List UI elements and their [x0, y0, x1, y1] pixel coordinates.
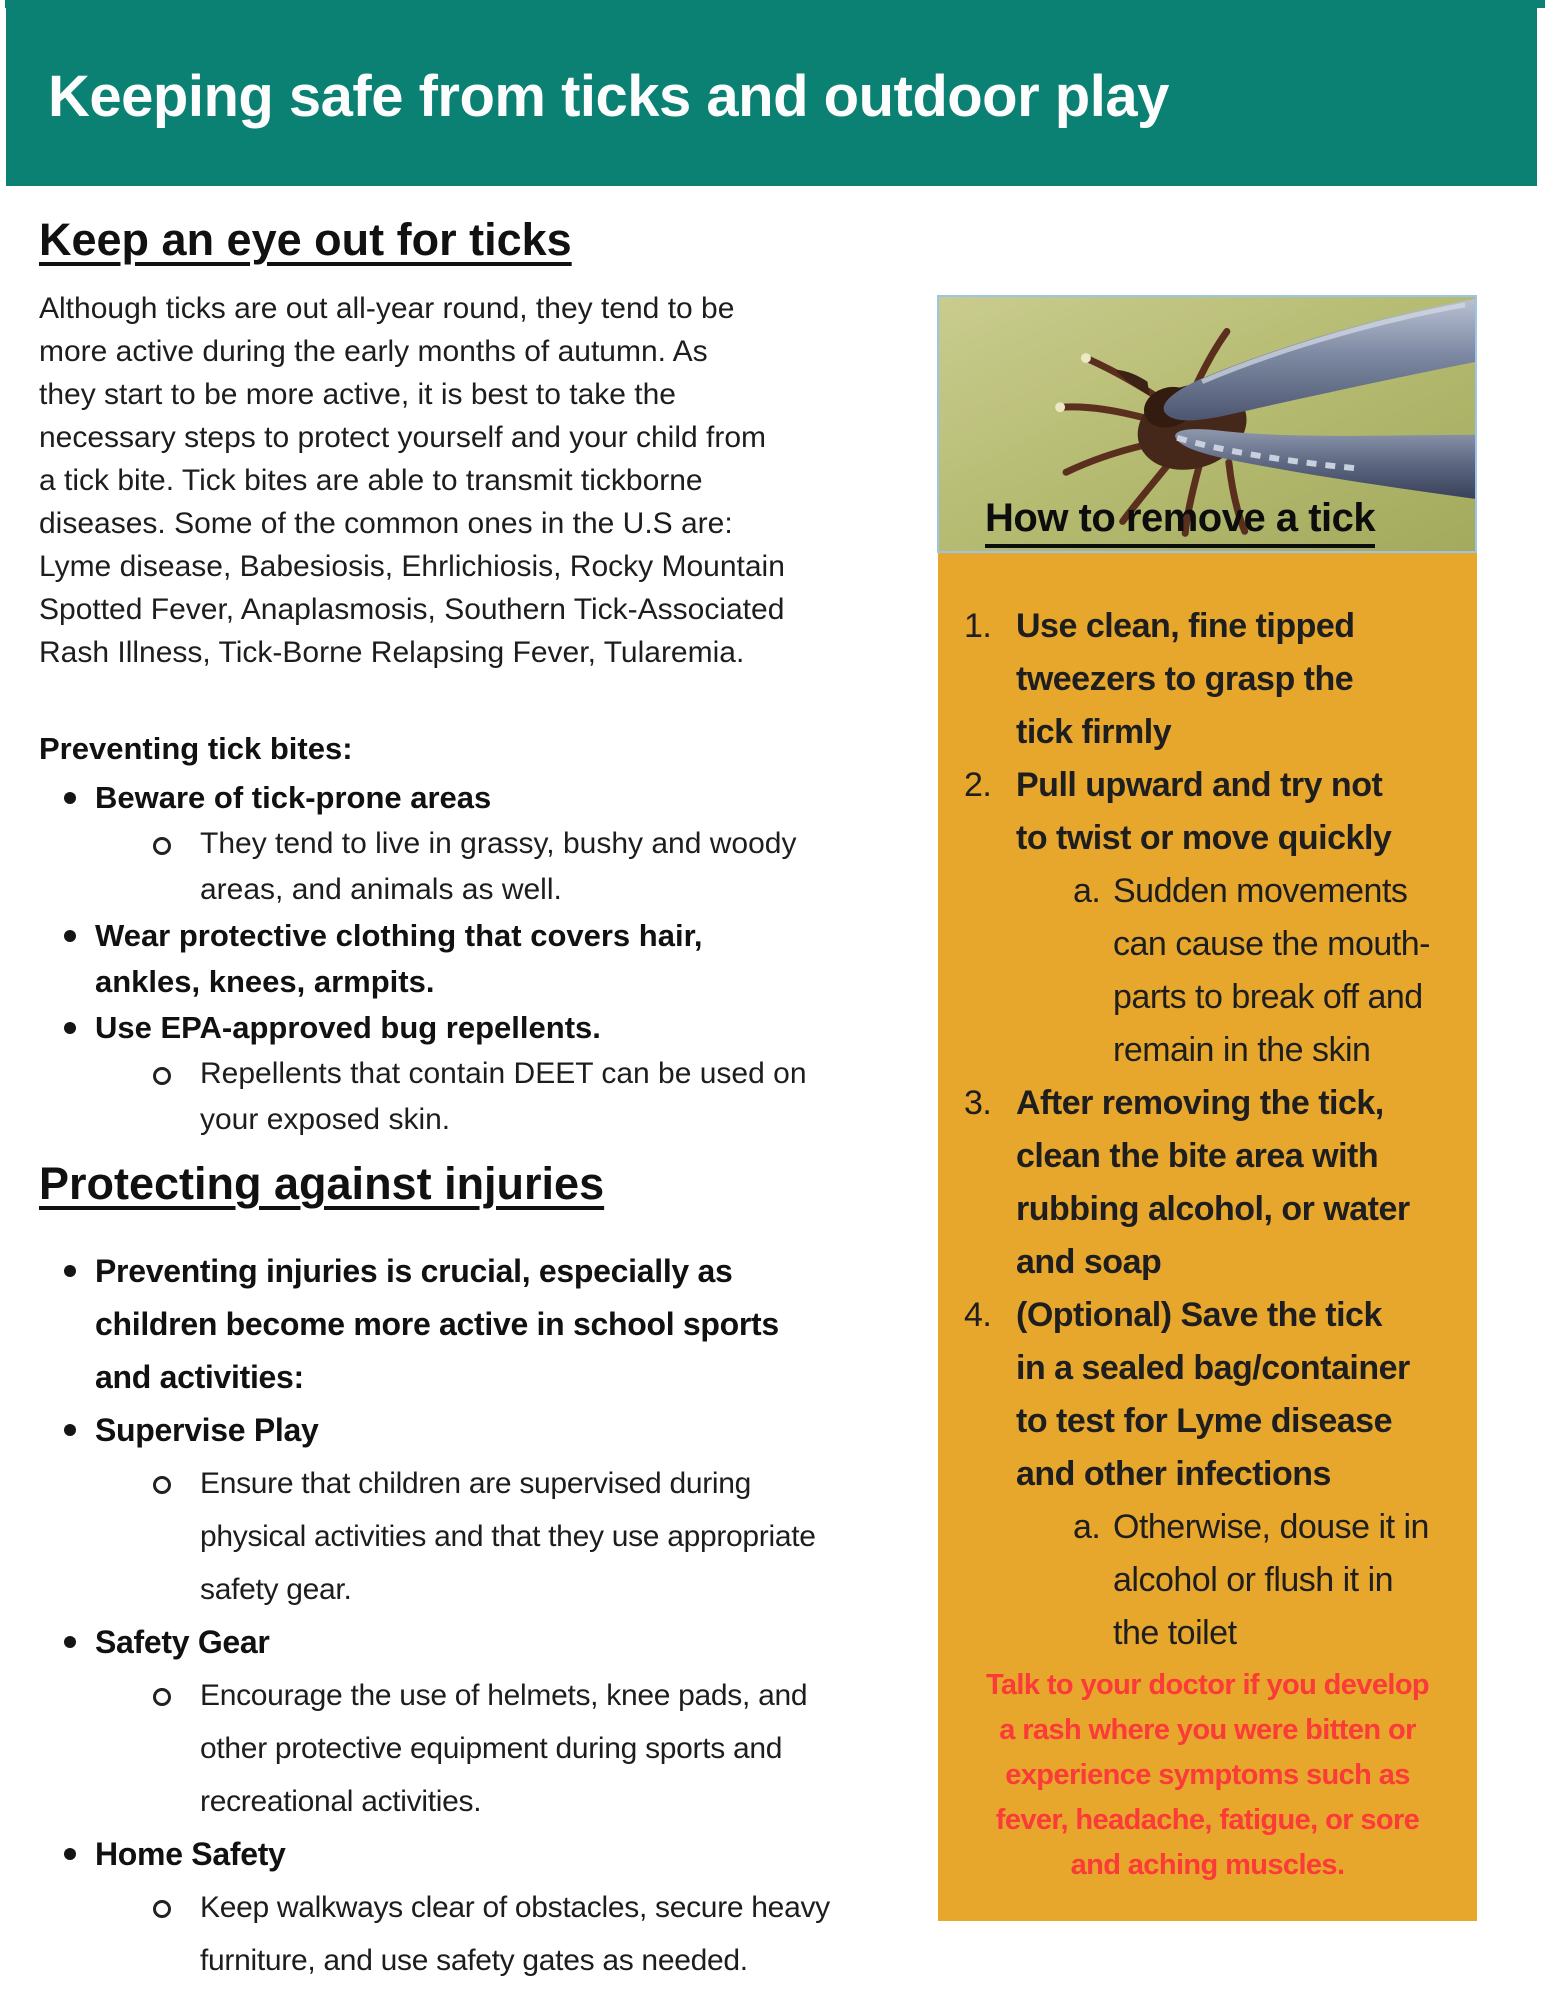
step-row	[938, 1236, 1477, 1289]
list-row	[39, 959, 924, 1005]
step-marker: 3.	[964, 1084, 992, 1122]
step-row	[938, 918, 1477, 971]
step-text: clean the bite area with	[1016, 1137, 1379, 1175]
list-row	[39, 913, 924, 959]
tick-leg-tip	[1055, 402, 1065, 412]
warning-line: fever, headache, fatigue, or sore	[995, 1804, 1420, 1836]
list-item-text: Use EPA-approved bug repellents.	[95, 1010, 601, 1045]
list-item-text: Home Safety	[95, 1836, 286, 1872]
step-marker: 1.	[964, 607, 992, 645]
step-text: parts to break off and	[1113, 978, 1423, 1016]
step-row	[938, 865, 1477, 918]
list-row	[39, 1510, 924, 1563]
step-row	[938, 759, 1477, 812]
step-text: After removing the tick,	[1016, 1084, 1384, 1122]
step-row	[938, 1554, 1477, 1607]
list-item-text: Ensure that children are supervised during	[200, 1467, 752, 1500]
section-heading-injuries: Protecting against injuries	[39, 1158, 605, 1209]
bullet-circle-icon	[153, 837, 171, 855]
step-text: and other infections	[1016, 1455, 1331, 1493]
list-item-text: They tend to live in grassy, bushy and woody	[200, 827, 797, 860]
bullet-dot-icon	[64, 1022, 76, 1034]
list-item-text: recreational activities.	[200, 1785, 482, 1818]
list-row	[39, 1245, 924, 1298]
list-row	[39, 1616, 924, 1669]
paragraph-line: they start to be more active, it is best to take the	[39, 378, 676, 411]
step-text: Sudden movements	[1113, 872, 1408, 910]
step-row	[938, 971, 1477, 1024]
bullet-circle-icon	[153, 1688, 171, 1706]
paragraph-line: Spotted Fever, Anaplasmosis, Southern Tick-Associated	[39, 593, 785, 626]
list-item-text: Beware of tick-prone areas	[95, 780, 492, 815]
doctor-warning	[938, 1663, 1477, 1888]
paragraph-line: diseases. Some of the common ones in the U.S are:	[39, 507, 733, 540]
step-text: Pull upward and try not	[1016, 766, 1383, 804]
list-item-text: and activities:	[95, 1359, 304, 1395]
warning-line: and aching muscles.	[1070, 1849, 1345, 1881]
step-row	[938, 1501, 1477, 1554]
bullet-dot-icon	[64, 1265, 76, 1277]
step-text: tick firmly	[1016, 713, 1172, 751]
page-title: Keeping safe from ticks and outdoor play	[48, 64, 1169, 129]
list-row	[39, 1457, 924, 1510]
tick-removal-box	[938, 553, 1477, 1921]
list-row	[39, 1934, 924, 1987]
list-row	[39, 1404, 924, 1457]
step-text: (Optional) Save the tick	[1016, 1296, 1382, 1334]
step-text: rubbing alcohol, or water	[1016, 1190, 1410, 1228]
list-row	[39, 1563, 924, 1616]
paragraph-line: necessary steps to protect yourself and your child from	[39, 421, 767, 454]
step-text: the toilet	[1113, 1614, 1237, 1652]
warning-line: Talk to your doctor if you develop	[985, 1669, 1430, 1701]
step-text: and soap	[1016, 1243, 1162, 1281]
bullet-dot-icon	[64, 1424, 76, 1436]
step-row	[938, 1024, 1477, 1077]
step-row	[938, 706, 1477, 759]
step-text: tweezers to grasp the	[1016, 660, 1354, 698]
list-item-text: Supervise Play	[95, 1412, 319, 1448]
bullet-dot-icon	[64, 930, 76, 942]
tick-leg-tip	[1081, 353, 1091, 363]
list-item-text: areas, and animals as well.	[200, 873, 562, 906]
step-row	[938, 1342, 1477, 1395]
list-item-text: Repellents that contain DEET can be used on	[200, 1057, 807, 1090]
list-item-text: safety gear.	[200, 1573, 352, 1606]
list-item-text: physical activities and that they use appropriate	[200, 1520, 816, 1553]
step-row	[938, 1077, 1477, 1130]
tick-prevention-list	[39, 775, 924, 1143]
warning-line: a rash where you were bitten or	[999, 1714, 1416, 1746]
list-item-text: Safety Gear	[95, 1624, 270, 1660]
step-row	[938, 812, 1477, 865]
list-row	[39, 1298, 924, 1351]
list-row	[39, 1722, 924, 1775]
paragraph-line: Rash Illness, Tick-Borne Relapsing Fever, Tularemia.	[39, 636, 745, 669]
step-text: Use clean, fine tipped	[1016, 607, 1355, 645]
list-item-text: children become more active in school sports	[95, 1306, 779, 1342]
step-row	[938, 1395, 1477, 1448]
bullet-circle-icon	[153, 1476, 171, 1494]
step-row	[938, 1607, 1477, 1660]
step-marker: 4.	[964, 1296, 992, 1334]
list-row	[39, 1775, 924, 1828]
step-row	[938, 1183, 1477, 1236]
list-item-text: Preventing injuries is crucial, especially as	[95, 1253, 733, 1289]
bullet-dot-icon	[64, 792, 76, 804]
bullet-dot-icon	[64, 1636, 76, 1648]
section-heading-ticks: Keep an eye out for ticks	[39, 214, 572, 265]
bullet-circle-icon	[153, 1067, 171, 1085]
list-row	[39, 1881, 924, 1934]
warning-line: experience symptoms such as	[1005, 1759, 1410, 1791]
list-row	[39, 1828, 924, 1881]
tick-tweezers-photo	[937, 295, 1477, 553]
list-row	[39, 821, 924, 867]
header-banner	[6, 8, 1537, 186]
injury-prevention-list	[39, 1245, 924, 1987]
intro-paragraph	[39, 287, 919, 674]
list-item-text: your exposed skin.	[200, 1103, 451, 1136]
step-text: remain in the skin	[1113, 1031, 1371, 1069]
bullet-dot-icon	[64, 1848, 76, 1860]
step-text: alcohol or flush it in	[1113, 1561, 1394, 1599]
list-row	[39, 1351, 924, 1404]
paragraph-line: Lyme disease, Babesiosis, Ehrlichiosis, Rocky Mountain	[39, 550, 785, 583]
list-item-text: furniture, and use safety gates as needed.	[200, 1944, 748, 1977]
step-row	[938, 1448, 1477, 1501]
step-marker: a.	[1073, 1508, 1101, 1546]
step-marker: 2.	[964, 766, 992, 804]
paragraph-line: more active during the early months of autumn. As	[39, 335, 708, 368]
step-text: to test for Lyme disease	[1016, 1402, 1392, 1440]
bullet-circle-icon	[153, 1900, 171, 1918]
top-accent-strip	[5, 0, 1545, 8]
list-item-text: ankles, knees, armpits.	[95, 964, 435, 999]
paragraph-line: a tick bite. Tick bites are able to transmit tickborne	[39, 464, 703, 497]
step-text: can cause the mouth-	[1113, 925, 1430, 963]
step-row	[938, 1289, 1477, 1342]
list-row	[39, 1051, 924, 1097]
step-text: in a sealed bag/container	[1016, 1349, 1410, 1387]
list-item-text: Wear protective clothing that covers hair,	[95, 918, 703, 953]
step-text: Otherwise, douse it in	[1113, 1508, 1429, 1546]
step-row	[938, 1130, 1477, 1183]
photo-heading: How to remove a tick	[985, 496, 1375, 548]
list-item-text: Keep walkways clear of obstacles, secure heavy	[200, 1891, 830, 1924]
list-row	[39, 1097, 924, 1143]
list-item-text: Encourage the use of helmets, knee pads, and	[200, 1679, 808, 1712]
step-marker: a.	[1073, 872, 1101, 910]
subheading-preventing-tick-bites: Preventing tick bites:	[39, 731, 353, 766]
step-text: to twist or move quickly	[1016, 819, 1392, 857]
list-row	[39, 867, 924, 913]
list-row	[39, 1005, 924, 1051]
tick-removal-steps	[938, 600, 1477, 1660]
step-row	[938, 600, 1477, 653]
step-row	[938, 653, 1477, 706]
list-row	[39, 775, 924, 821]
paragraph-line: Although ticks are out all-year round, they tend to be	[39, 292, 735, 325]
list-row	[39, 1669, 924, 1722]
list-item-text: other protective equipment during sports and	[200, 1732, 783, 1765]
